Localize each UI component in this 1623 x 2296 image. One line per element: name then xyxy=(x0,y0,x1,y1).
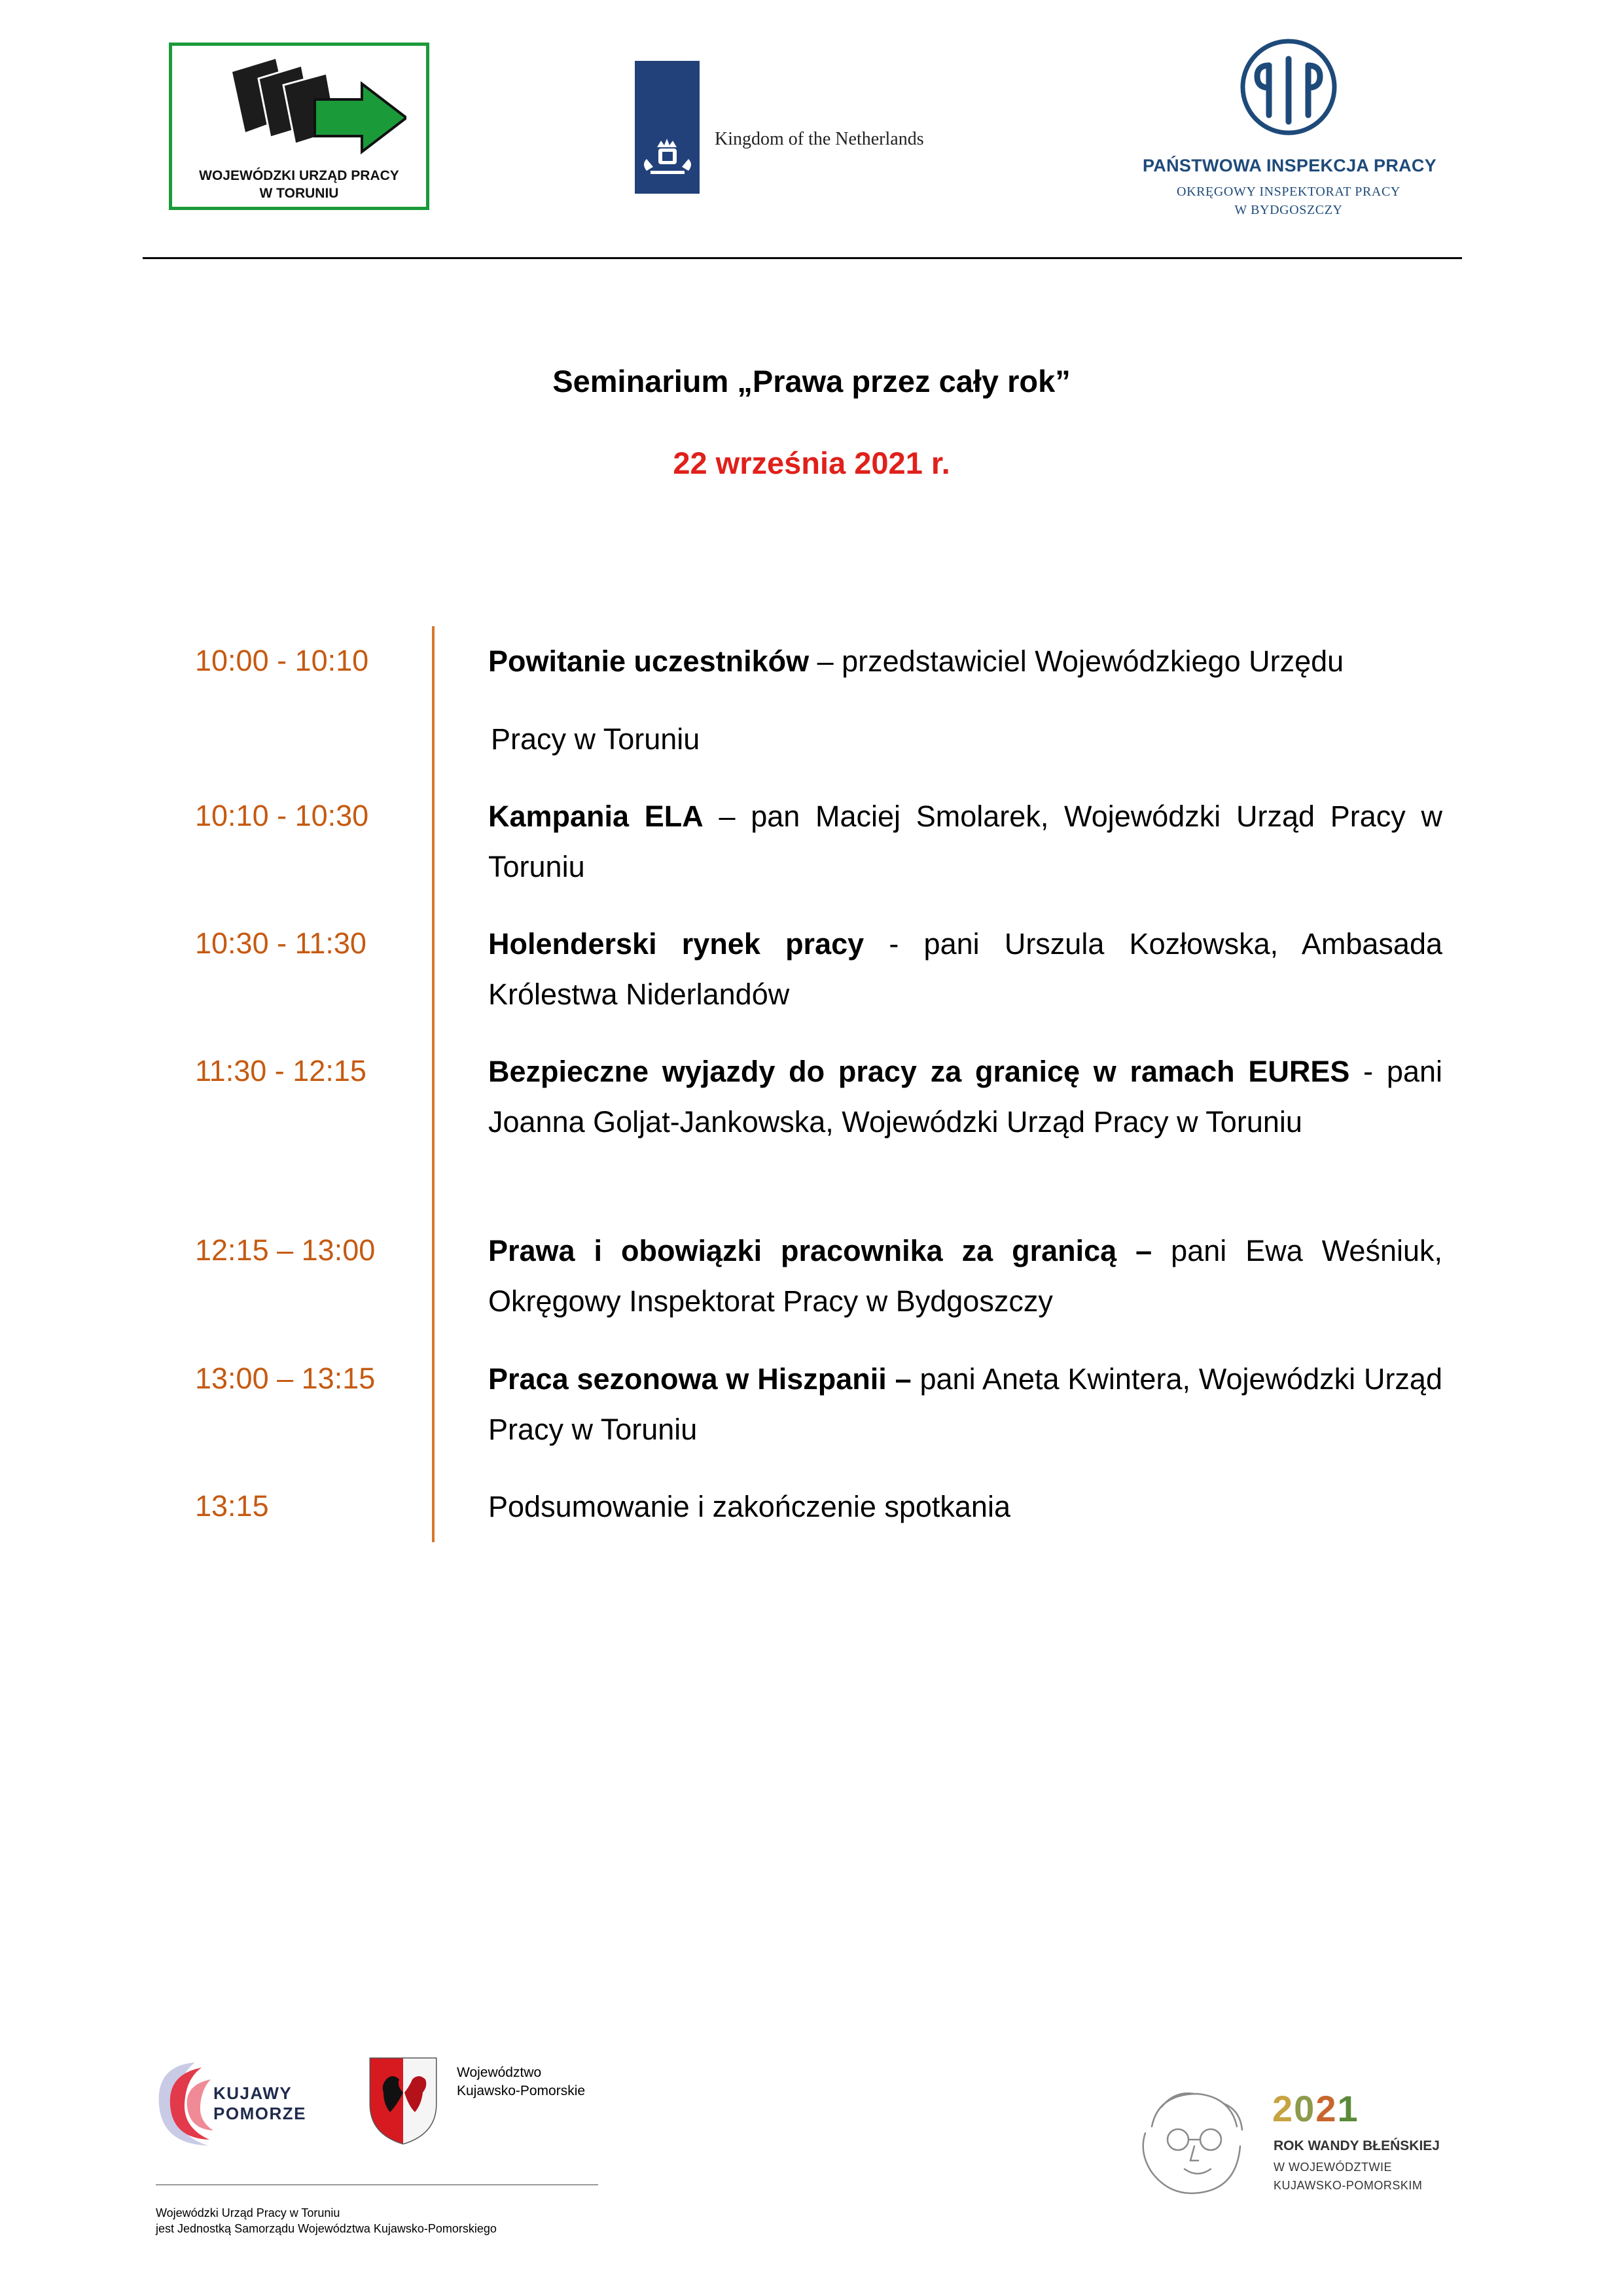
agenda-item-details: Podsumowanie i zakończenie spotkania xyxy=(488,1490,1010,1523)
agenda-item-details: - pani Urszula Kozłowska, Ambasada Królestwa Niderlandów xyxy=(488,927,1442,1011)
agenda-item-details: pani Aneta Kwintera, Wojewódzki Urząd Pracy w Toruniu xyxy=(488,1362,1442,1446)
pip-title: PAŃSTWOWA INSPEKCJA PRACY xyxy=(1143,156,1437,175)
pip-subtitle-1: OKRĘGOWY INSPEKTORAT PRACY xyxy=(1177,185,1400,199)
agenda-item xyxy=(488,1046,1442,1147)
agenda-item xyxy=(488,636,1442,686)
year-2021 xyxy=(1272,2087,1359,2130)
agenda-item-continuation: Pracy w Toruniu xyxy=(491,722,700,756)
rok-wandy-blenskiej-logo xyxy=(1126,2081,1472,2205)
agenda-item-title: Kampania ELA xyxy=(488,800,704,833)
footer-note-line-1: Wojewódzki Urząd Pracy w Toruniu xyxy=(156,2206,340,2219)
agenda-time: 13:15 xyxy=(195,1489,269,1523)
agenda-item-title: Bezpieczne wyjazdy do pracy za granicę w ramach EURES xyxy=(488,1055,1350,1088)
agenda-time: 11:30 - 12:15 xyxy=(195,1054,366,1087)
year-digit: 0 xyxy=(1294,2088,1316,2129)
pip-monogram-icon xyxy=(1240,38,1338,136)
agenda-time: 10:00 - 10:10 xyxy=(195,644,369,677)
agenda-item-title: Powitanie uczestników xyxy=(488,645,810,678)
year-digit: 2 xyxy=(1272,2088,1294,2129)
pip-subtitle-2: W BYDGOSZCZY xyxy=(1234,203,1343,217)
pip-logo xyxy=(1143,38,1435,221)
agenda-item xyxy=(488,1481,1442,1532)
wup-logo xyxy=(169,43,429,210)
agenda-item-title: Prawa i obowiązki pracownika za granicą – xyxy=(488,1234,1152,1267)
agenda-item-details: – przedstawiciel Wojewódzkiego Urzędu xyxy=(809,645,1344,678)
agenda-time: 12:15 – 13:00 xyxy=(195,1233,376,1267)
wojewodztwo-text: Województwo Kujawsko-Pomorskie xyxy=(457,2065,586,2098)
agenda-item-title: Holenderski rynek pracy xyxy=(488,927,865,961)
agenda-item xyxy=(488,1226,1442,1326)
wanda-line-2: W WOJEWÓDZTWIE xyxy=(1274,2161,1392,2174)
netherlands-crest-icon xyxy=(635,61,700,194)
agenda-item-details: – pan Maciej Smolarek, Wojewódzki Urząd Pracy w Toruniu xyxy=(488,800,1442,883)
wojewodztwo-logo xyxy=(366,2053,641,2158)
agenda-item-details: pani Ewa Weśniuk, Okręgowy Inspektorat Pracy w Bydgoszczy xyxy=(488,1234,1442,1318)
kujawy-pomorze-logo xyxy=(156,2056,326,2154)
agenda-item xyxy=(488,1354,1442,1455)
wanda-line-3: KUJAWSKO-POMORSKIM xyxy=(1274,2179,1423,2192)
netherlands-text: Kingdom of the Netherlands xyxy=(715,129,924,149)
header-divider xyxy=(143,257,1462,259)
agenda-time: 10:10 - 10:30 xyxy=(195,799,369,832)
kujawy-pomorze-text: KUJAWY POMORZE xyxy=(213,2083,306,2123)
wup-logo-text: WOJEWÓDZKI URZĄD PRACY W TORUNIU xyxy=(199,168,399,201)
agenda-time: 13:00 – 13:15 xyxy=(195,1362,376,1395)
wup-arrow-icon xyxy=(198,59,406,164)
agenda-item xyxy=(488,791,1442,892)
document-title: Seminarium „Prawa przez cały rok” xyxy=(552,364,1071,398)
agenda-timeline-line xyxy=(432,626,435,1542)
coat-of-arms-icon xyxy=(366,2053,440,2145)
wanda-line-1: ROK WANDY BŁEŃSKIEJ xyxy=(1274,2138,1440,2153)
footer-note-line-2: jest Jednostką Samorządu Województwa Kujawsko-Pomorskiego xyxy=(156,2222,497,2235)
year-digit: 2 xyxy=(1315,2088,1338,2129)
year-digit: 1 xyxy=(1337,2088,1359,2129)
agenda-time: 10:30 - 11:30 xyxy=(195,927,366,960)
footer-divider xyxy=(156,2184,598,2185)
agenda-item xyxy=(488,919,1442,1019)
agenda-item-title: Praca sezonowa w Hiszpanii – xyxy=(488,1362,912,1396)
footer-note xyxy=(156,2205,497,2236)
document-date: 22 września 2021 r. xyxy=(673,446,950,480)
agenda-item-details: - pani Joanna Goljat-Jankowska, Wojewódzki Urząd Pracy w Toruniu xyxy=(488,1055,1442,1139)
portrait-sketch-icon xyxy=(1126,2081,1263,2199)
